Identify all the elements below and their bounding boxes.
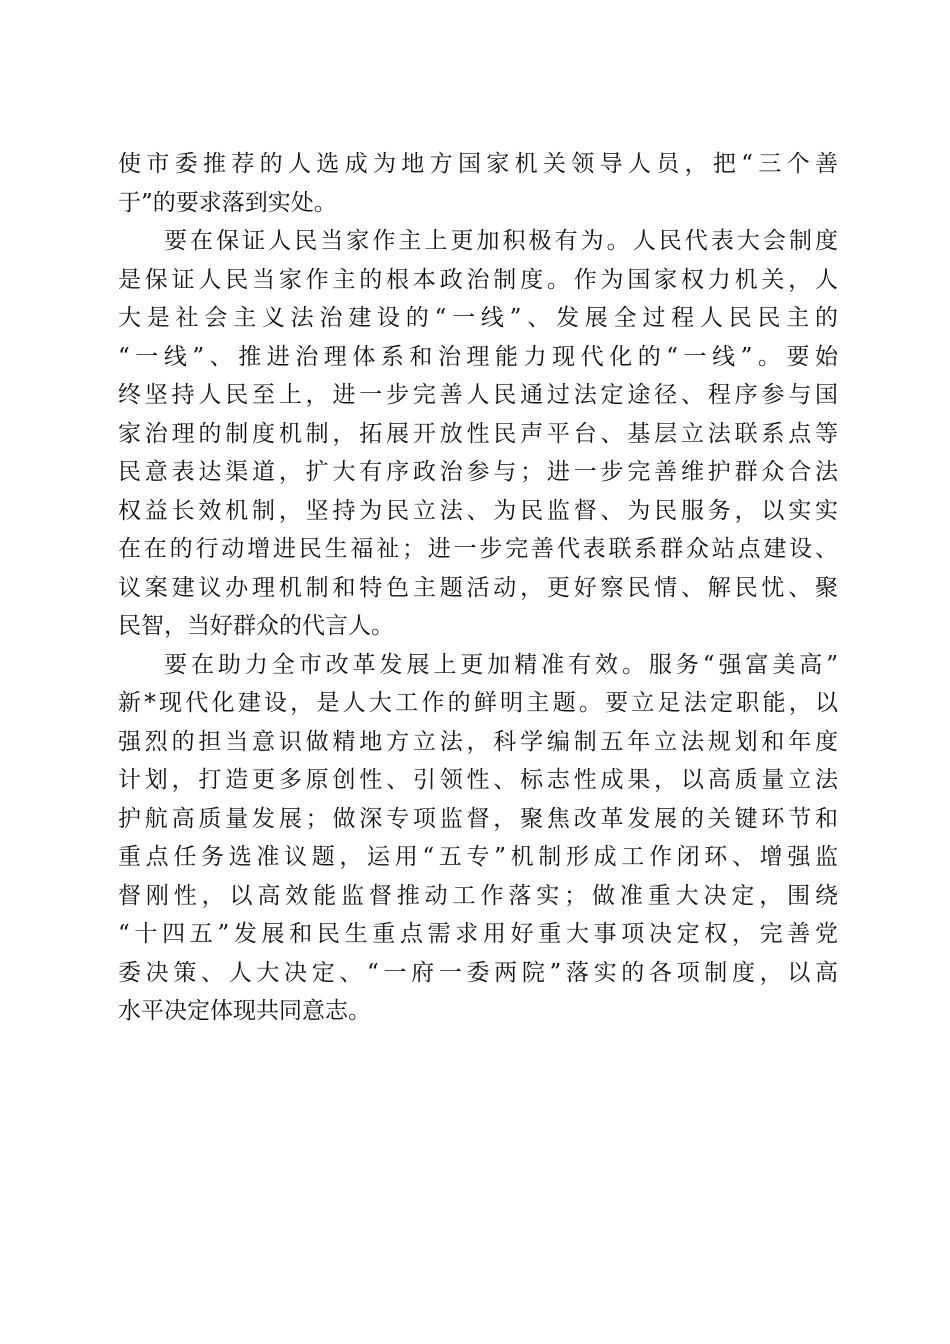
text-line: “一线”、推进治理体系和治理能力现代化的“一线”。要始 bbox=[118, 343, 838, 370]
text-line: 议案建议办理机制和特色主题活动，更好察民情、解民忧、聚 bbox=[118, 574, 838, 601]
text-line: 民智，当好群众的代言人。 bbox=[118, 613, 394, 639]
text-line: 委决策、人大决定、“一府一委两院”落实的各项制度，以高 bbox=[118, 959, 838, 986]
text-line: 强烈的担当意识做精地方立法，科学编制五年立法规划和年度 bbox=[118, 728, 838, 755]
paragraph-3 bbox=[118, 646, 838, 1031]
document-body bbox=[118, 145, 838, 1031]
paragraph-1 bbox=[118, 145, 838, 222]
text-line: 护航高质量发展；做深专项监督，聚焦改革发展的关键环节和 bbox=[118, 805, 838, 832]
text-line: 重点任务选准议题，运用“五专”机制形成工作闭环、增强监 bbox=[118, 844, 838, 870]
text-line: 是保证人民当家作主的根本政治制度。作为国家权力机关，人 bbox=[118, 266, 838, 293]
text-line: 于”的要求落到实处。 bbox=[118, 189, 337, 216]
text-line: 权益长效机制，坚持为民立法、为民监督、为民服务，以实实 bbox=[118, 497, 838, 524]
text-line: 要在助力全市改革发展上更加精准有效。服务“强富美高” bbox=[164, 651, 838, 678]
paragraph-2 bbox=[118, 222, 838, 646]
text-line: 使市委推荐的人选成为地方国家机关领导人员，把“三个善 bbox=[118, 151, 838, 177]
text-line: 水平决定体现共同意志。 bbox=[118, 998, 371, 1024]
text-line: 民意表达渠道，扩大有序政治参与；进一步完善维护群众合法 bbox=[118, 459, 838, 485]
text-line: 计划，打造更多原创性、引领性、标志性成果，以高质量立法 bbox=[118, 767, 838, 793]
text-line: 家治理的制度机制，拓展开放性民声平台、基层立法联系点等 bbox=[118, 420, 838, 447]
text-line: 大是社会主义法治建设的“一线”、发展全过程人民民主的 bbox=[118, 305, 838, 331]
text-line: 终坚持人民至上，进一步完善人民通过法定途径、程序参与国 bbox=[118, 382, 838, 408]
text-line: 要在保证人民当家作主上更加积极有为。人民代表大会制度 bbox=[164, 228, 838, 254]
text-line: “十四五”发展和民生重点需求用好重大事项决定权，完善党 bbox=[118, 921, 838, 947]
text-line: 在在的行动增进民生福祉；进一步完善代表联系群众站点建设、 bbox=[118, 536, 838, 562]
text-line: 督刚性，以高效能监督推动工作落实；做准重大决定，围绕 bbox=[118, 882, 838, 909]
text-line: 新*现代化建设，是人大工作的鲜明主题。要立足法定职能，以 bbox=[118, 690, 838, 716]
